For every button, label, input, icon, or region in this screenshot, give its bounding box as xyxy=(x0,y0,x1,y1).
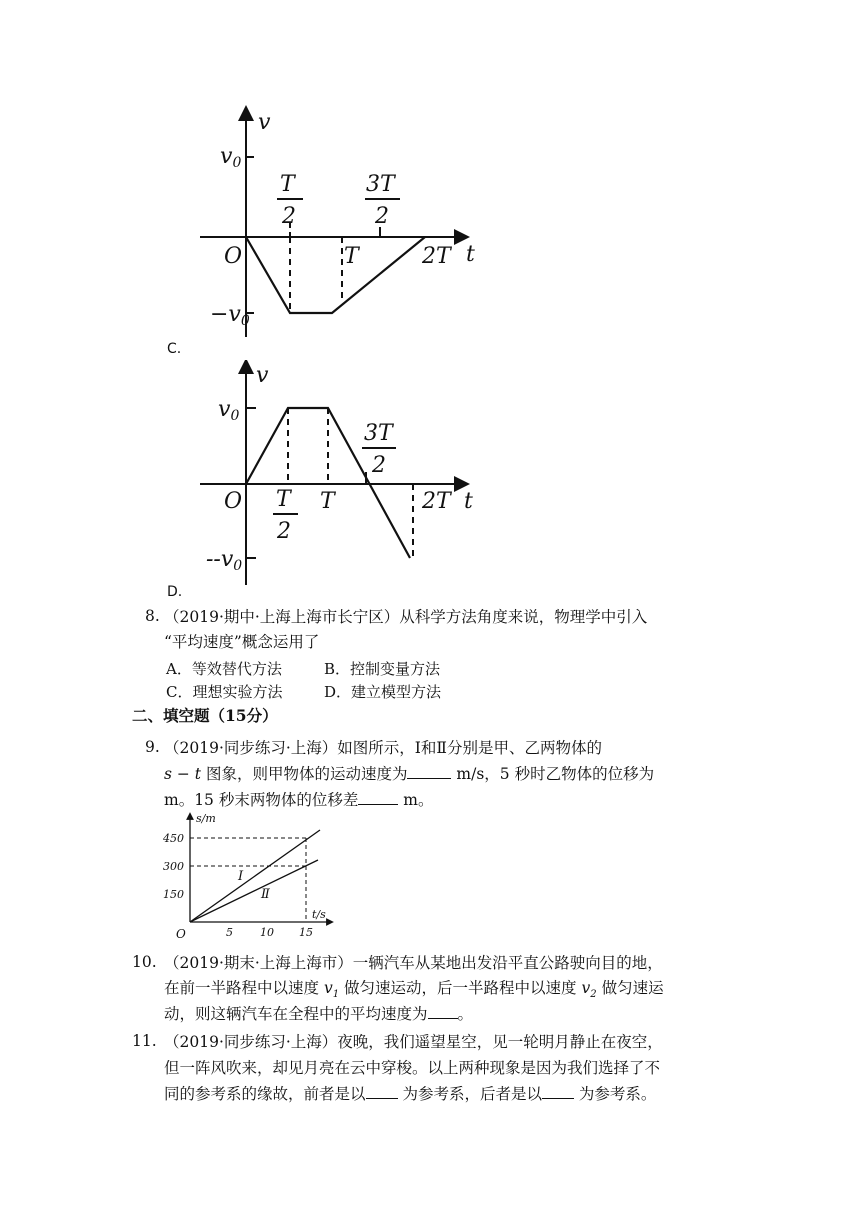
line-ii-label: Ⅱ xyxy=(261,887,270,902)
q10-number: 10. xyxy=(132,953,157,971)
velocity-curve xyxy=(246,237,425,313)
q9-number: 9. xyxy=(145,738,160,756)
section-heading: 二、填空题（15分） xyxy=(132,706,278,725)
y-tick-300: 300 xyxy=(163,860,184,873)
t-half-den: 2 xyxy=(277,519,291,544)
line-i-label: Ⅰ xyxy=(238,869,244,884)
q11-number: 11. xyxy=(132,1032,157,1050)
s-t-graph xyxy=(160,810,340,945)
origin-label: O xyxy=(224,244,243,269)
v0-label: v0 xyxy=(218,397,240,424)
q8-text-line1: （2019·期中·上海上海市长宁区）从科学方法角度来说，物理学中引入 xyxy=(164,608,648,626)
q8-text-line2: “平均速度”概念运用了 xyxy=(164,633,320,651)
q9-blank-3[interactable] xyxy=(358,790,398,805)
t3-half-den: 2 xyxy=(375,204,389,229)
q8-option-a[interactable]: A．等效替代方法 xyxy=(166,660,282,678)
y-tick-450: 450 xyxy=(163,832,184,845)
q8-option-c[interactable]: C．理想实验方法 xyxy=(166,683,283,701)
q10-text-line1: （2019·期末·上海上海市）一辆汽车从某地出发沿平直公路驶向目的地， xyxy=(164,954,663,972)
t3-half-num: 3T xyxy=(366,172,395,197)
q9-text-line3: m。15 秒末两物体的位移差 m。 xyxy=(164,791,434,809)
t-half-num: T xyxy=(276,487,291,512)
s-t-expression: s − t xyxy=(164,765,202,783)
velocity-time-graph-d xyxy=(160,360,490,585)
v2-symbol: $v_2$ xyxy=(581,979,597,1001)
t2-label: 2T xyxy=(422,489,451,514)
q10-text-line2: 在前一半路程中以速度 $v_1$ 做匀速运动，后一半路程中以速度 $v_2$ 做匀速运 xyxy=(164,979,664,1001)
q9-blank-1[interactable] xyxy=(407,764,451,779)
q8-option-d[interactable]: D．建立模型方法 xyxy=(324,683,442,701)
t-axis-label: t xyxy=(466,242,475,267)
x-tick-10: 10 xyxy=(260,926,274,939)
q8-number: 8. xyxy=(145,607,160,625)
velocity-time-graph-c xyxy=(160,105,490,350)
t-half-num: T xyxy=(280,172,295,197)
t3-half-den: 2 xyxy=(372,453,386,478)
q11-text-line3: 同的参考系的缘故，前者是以 为参考系，后者是以 为参考系。 xyxy=(164,1085,657,1103)
line-ii xyxy=(190,860,318,922)
x-tick-15: 15 xyxy=(299,926,313,939)
t-half-den: 2 xyxy=(282,204,296,229)
origin-label: O xyxy=(224,489,243,514)
t-axis-label: t xyxy=(464,489,473,514)
v-axis-label: v xyxy=(256,363,269,388)
line-i xyxy=(190,830,320,922)
q9-text-line2: s − t 图象，则甲物体的运动速度为 m/s，5 秒时乙物体的位移为 xyxy=(164,765,655,783)
q8-option-b[interactable]: B．控制变量方法 xyxy=(324,660,441,678)
t-label: T xyxy=(320,489,335,514)
option-d-letter: D. xyxy=(167,584,183,600)
q9-text-line1: （2019·同步练习·上海）如图所示，Ⅰ和Ⅱ分别是甲、乙两物体的 xyxy=(164,739,602,757)
q11-text-line2: 但一阵风吹来，却见月亮在云中穿梭。以上两种现象是因为我们选择了不 xyxy=(164,1059,661,1077)
t3-half-num: 3T xyxy=(364,421,393,446)
option-c-letter: C. xyxy=(167,341,182,357)
q11-blank-2[interactable] xyxy=(542,1084,574,1099)
y-tick-150: 150 xyxy=(163,888,184,901)
q10-text-line3: 动，则这辆汽车在全程中的平均速度为 。 xyxy=(164,1005,474,1023)
v-axis-label: v xyxy=(258,110,271,135)
s-axis-label: s/m xyxy=(196,812,216,825)
t-label: T xyxy=(344,244,359,269)
neg-v0-label: −v0 xyxy=(210,302,250,329)
x-tick-5: 5 xyxy=(226,926,233,939)
origin-label: O xyxy=(176,927,186,941)
v0-label: v0 xyxy=(220,144,242,171)
t-axis-label: t/s xyxy=(312,908,326,921)
neg-v0-label: --v0 xyxy=(206,547,243,574)
q11-text-line1: （2019·同步练习·上海）夜晚，我们遥望星空，见一轮明月静止在夜空， xyxy=(164,1033,663,1051)
t2-label: 2T xyxy=(422,244,451,269)
q10-blank[interactable] xyxy=(428,1004,458,1019)
q11-blank-1[interactable] xyxy=(366,1084,398,1099)
v1-symbol: $v_1$ xyxy=(323,979,340,1001)
